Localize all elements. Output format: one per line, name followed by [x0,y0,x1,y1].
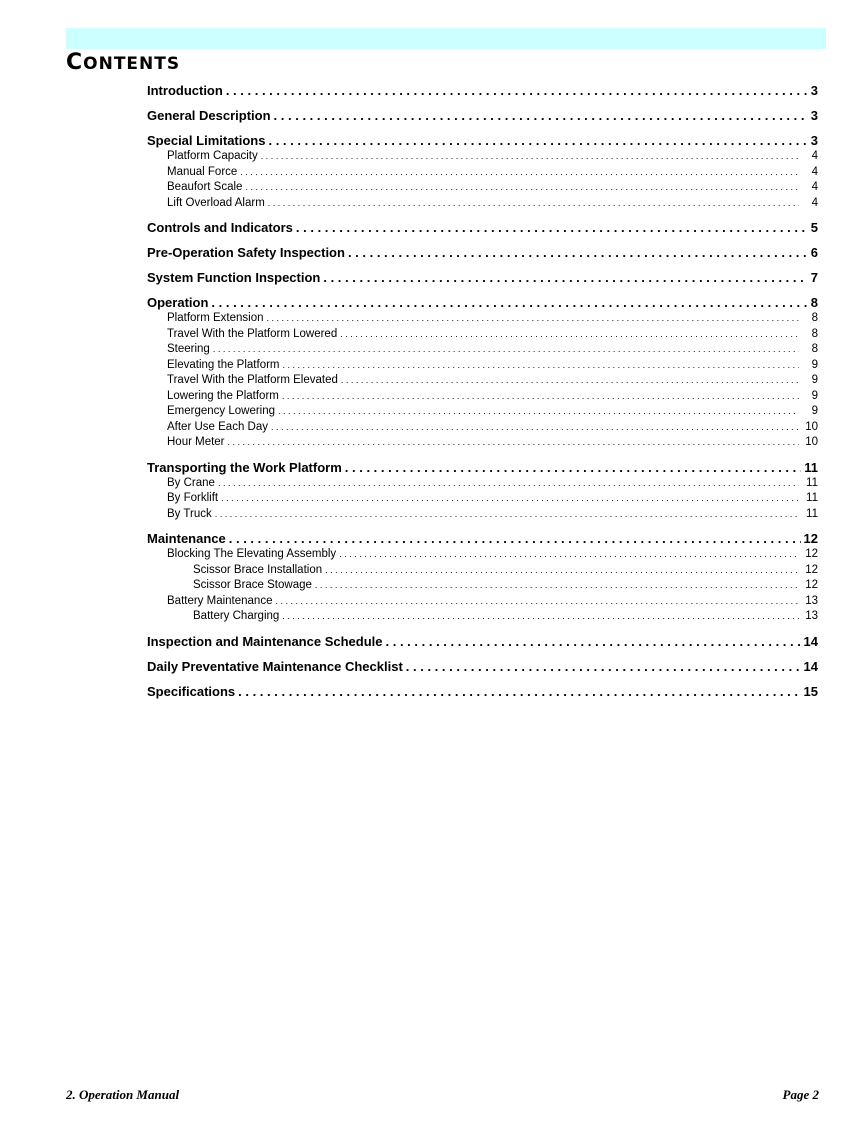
toc-entry-page: 3 [807,83,818,99]
toc-entry-page: 4 [799,180,818,196]
toc-entry[interactable] [147,507,818,523]
toc-entry[interactable] [147,531,818,547]
toc-entry-label: System Function Inspection [147,270,323,286]
toc-leader-dots [268,196,799,212]
toc-entry-page: 8 [799,311,818,327]
toc-entry[interactable] [147,245,818,261]
toc-entry-label: General Description [147,108,274,124]
toc-entry-page: 10 [799,435,818,451]
toc-entry-page: 9 [799,373,818,389]
toc-leader-dots [275,594,799,610]
header-band [66,28,826,49]
toc-entry-page: 14 [801,634,818,650]
toc-entry[interactable] [147,373,818,389]
page-title-initial: C [66,50,84,75]
toc-entry-label: By Truck [167,507,215,523]
toc-entry-page: 8 [807,295,818,311]
toc-entry-page: 11 [799,507,818,523]
toc-leader-dots [261,149,799,165]
toc-entry[interactable] [147,270,818,286]
toc-entry-page: 10 [799,420,818,436]
toc-entry[interactable] [147,220,818,236]
toc-entry[interactable] [147,578,818,594]
toc-leader-dots [386,634,801,650]
toc-leader-dots [218,476,799,492]
toc-entry[interactable] [147,491,818,507]
toc-leader-dots [325,563,799,579]
toc-leader-dots [221,491,799,507]
toc-leader-dots [278,404,799,420]
toc-entry[interactable] [147,327,818,343]
toc-entry-page: 14 [801,659,818,675]
toc-leader-dots [296,220,807,236]
toc-entry[interactable] [147,460,818,476]
toc-entry[interactable] [147,149,818,165]
toc-entry-label: Inspection and Maintenance Schedule [147,634,386,650]
toc-leader-dots [271,420,799,436]
page-title [66,50,180,77]
toc-entry[interactable] [147,342,818,358]
toc-leader-dots [228,435,799,451]
toc-entry[interactable] [147,420,818,436]
toc-entry[interactable] [147,659,818,675]
toc-entry-label: Transporting the Work Platform [147,460,345,476]
toc-entry-label: Emergency Lowering [167,404,278,420]
page-title-rest: ONTENTS [83,54,181,74]
toc-entry[interactable] [147,634,818,650]
toc-entry[interactable] [147,476,818,492]
toc-leader-dots [282,609,799,625]
toc-leader-dots [267,311,799,327]
toc-entry-label: Steering [167,342,213,358]
toc-leader-dots [211,295,807,311]
footer-manual-title: 2. Operation Manual [66,1087,180,1102]
toc-entry[interactable] [147,83,818,99]
toc-entry[interactable] [147,108,818,124]
toc-entry-page: 5 [807,220,818,236]
toc-entry[interactable] [147,311,818,327]
toc-entry-label: Scissor Brace Stowage [193,578,315,594]
toc-entry-label: By Forklift [167,491,221,507]
toc-leader-dots [245,180,799,196]
toc-entry-page: 12 [799,563,818,579]
toc-entry-label: Scissor Brace Installation [193,563,325,579]
toc-leader-dots [348,245,807,261]
toc-leader-dots [274,108,807,124]
toc-entry-label: Operation [147,295,211,311]
toc-leader-dots [215,507,799,523]
toc-entry-label: Lowering the Platform [167,389,282,405]
toc-entry-page: 11 [801,460,818,476]
toc-entry-label: Introduction [147,83,226,99]
toc-entry-label: Beaufort Scale [167,180,245,196]
toc-entry[interactable] [147,389,818,405]
toc-entry-page: 9 [799,389,818,405]
toc-entry-page: 4 [799,165,818,181]
toc-entry-page: 4 [799,196,818,212]
toc-entry-page: 13 [799,609,818,625]
toc-entry-page: 12 [799,547,818,563]
toc-entry[interactable] [147,594,818,610]
toc-entry[interactable] [147,196,818,212]
toc-leader-dots [339,547,799,563]
toc-entry-page: 8 [799,342,818,358]
toc-leader-dots [226,83,807,99]
toc-entry-page: 13 [799,594,818,610]
toc-leader-dots [283,358,799,374]
toc-entry-page: 3 [807,108,818,124]
toc-entry-page: 15 [801,684,818,700]
toc-entry-page: 12 [801,531,818,547]
toc-entry-label: Maintenance [147,531,229,547]
toc-entry[interactable] [147,165,818,181]
toc-entry-page: 4 [799,149,818,165]
toc-entry-label: Battery Maintenance [167,594,275,610]
toc-entry-label: Travel With the Platform Lowered [167,327,340,343]
toc-entry-label: By Crane [167,476,218,492]
toc-entry[interactable] [147,180,818,196]
toc-entry[interactable] [147,684,818,700]
toc-leader-dots [406,659,801,675]
toc-entry[interactable] [147,295,818,311]
toc-entry-label: Platform Extension [167,311,267,327]
toc-leader-dots [238,684,800,700]
toc-entry-label: Blocking The Elevating Assembly [167,547,339,563]
toc-leader-dots [315,578,799,594]
toc-entry[interactable] [147,435,818,451]
toc-entry[interactable] [147,609,818,625]
toc-entry-label: Hour Meter [167,435,228,451]
toc-entry-label: After Use Each Day [167,420,271,436]
toc-leader-dots [229,531,801,547]
toc-leader-dots [340,327,799,343]
toc-entry[interactable] [147,358,818,374]
table-of-contents [147,83,818,700]
toc-leader-dots [213,342,799,358]
toc-entry-label: Manual Force [167,165,240,181]
toc-entry-label: Lift Overload Alarm [167,196,268,212]
toc-entry-page: 6 [807,245,818,261]
toc-leader-dots [345,460,801,476]
toc-leader-dots [268,133,807,149]
toc-entry-page: 8 [799,327,818,343]
toc-leader-dots [341,373,799,389]
toc-leader-dots [240,165,799,181]
toc-entry-label: Controls and Indicators [147,220,296,236]
toc-leader-dots [323,270,807,286]
toc-entry-label: Special Limitations [147,133,268,149]
toc-entry-page: 9 [799,404,818,420]
toc-entry[interactable] [147,547,818,563]
toc-entry-page: 9 [799,358,818,374]
toc-entry-label: Pre-Operation Safety Inspection [147,245,348,261]
footer-page-number: Page 2 [782,1087,819,1102]
toc-entry-page: 11 [799,476,818,492]
toc-entry[interactable] [147,563,818,579]
toc-entry-label: Battery Charging [193,609,282,625]
toc-entry[interactable] [147,133,818,149]
toc-entry-page: 12 [799,578,818,594]
toc-entry-label: Daily Preventative Maintenance Checklist [147,659,406,675]
toc-entry-label: Elevating the Platform [167,358,283,374]
toc-entry-page: 7 [807,270,818,286]
toc-entry[interactable] [147,404,818,420]
toc-entry-page: 3 [807,133,818,149]
toc-entry-page: 11 [799,491,818,507]
toc-leader-dots [282,389,799,405]
toc-entry-label: Travel With the Platform Elevated [167,373,341,389]
toc-entry-label: Platform Capacity [167,149,261,165]
toc-entry-label: Specifications [147,684,238,700]
